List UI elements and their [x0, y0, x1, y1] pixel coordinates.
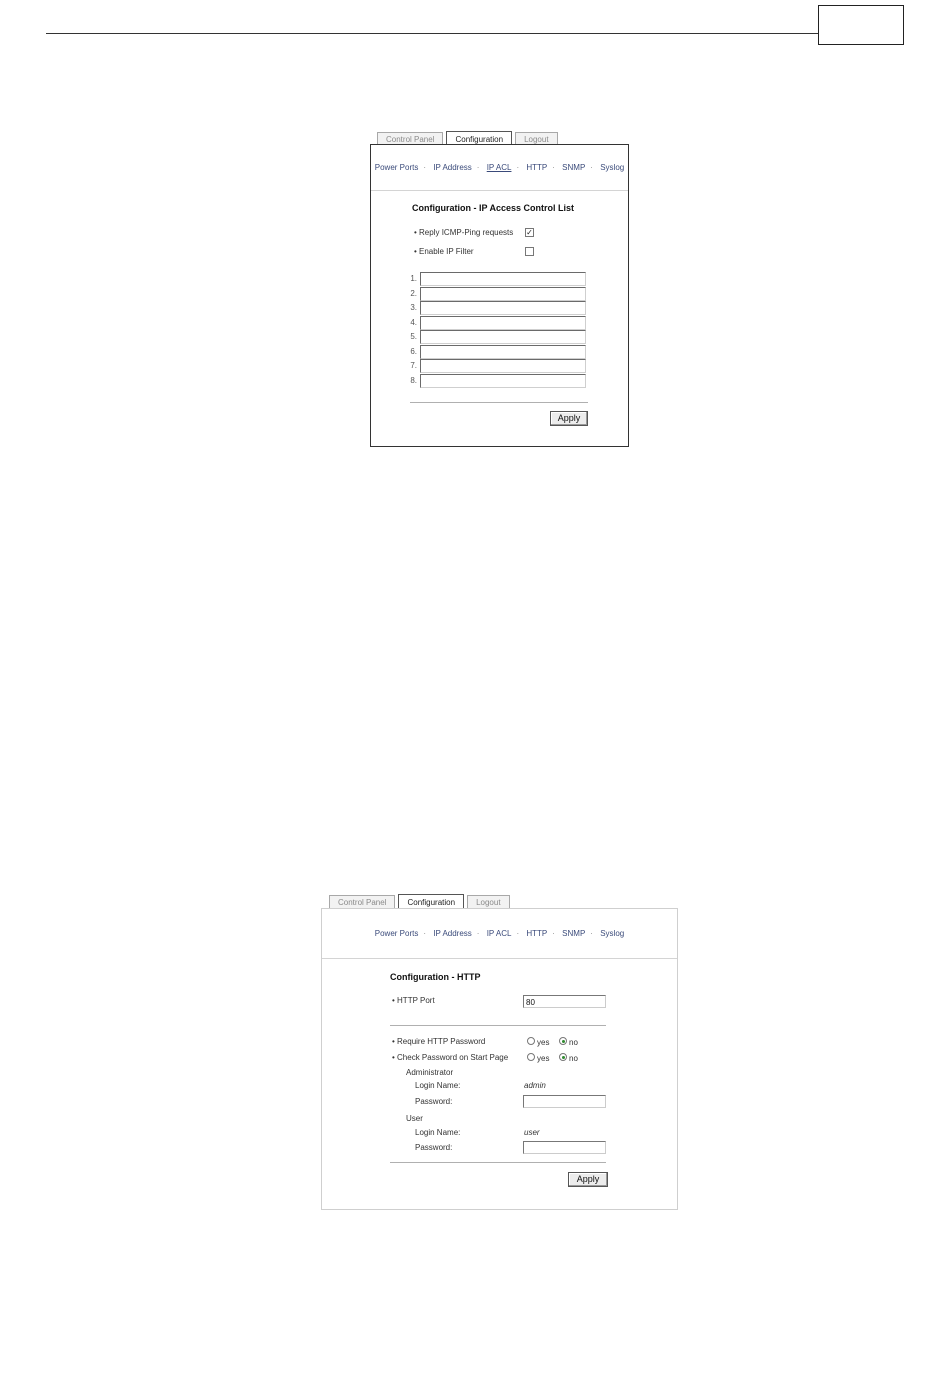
form-divider: [390, 1025, 606, 1026]
require-password-label: • Require HTTP Password: [392, 1037, 486, 1046]
acl-row-num: 6.: [410, 347, 417, 356]
nav-snmp[interactable]: SNMP: [562, 163, 586, 172]
enable-ip-filter-label: • Enable IP Filter: [414, 247, 474, 256]
check-password-no-label: no: [569, 1054, 578, 1063]
acl-ip-input-2[interactable]: [420, 287, 586, 301]
user-login-name-label: Login Name:: [415, 1128, 461, 1137]
require-password-yes-label: yes: [537, 1038, 550, 1047]
nav-http[interactable]: HTTP: [526, 163, 548, 172]
require-password-yes-radio[interactable]: [527, 1037, 535, 1045]
acl-row-num: 2.: [410, 289, 417, 298]
check-password-label: • Check Password on Start Page: [392, 1053, 509, 1062]
apply-button[interactable]: Apply: [568, 1172, 608, 1187]
acl-row-num: 3.: [410, 303, 417, 312]
acl-ip-input-6[interactable]: [420, 345, 586, 359]
acl-row-num: 7.: [410, 361, 417, 370]
admin-login-name-label: Login Name:: [415, 1081, 461, 1090]
acl-ip-input-5[interactable]: [420, 330, 586, 344]
page-header-rule: [46, 33, 818, 34]
require-password-no-label: no: [569, 1038, 578, 1047]
nav-syslog[interactable]: Syslog: [600, 929, 625, 938]
page-number-box: [818, 5, 904, 45]
nav-divider: [371, 190, 628, 191]
tab-configuration[interactable]: Configuration: [398, 894, 464, 911]
tab-control-panel[interactable]: Control Panel: [377, 132, 443, 147]
nav-power-ports[interactable]: Power Ports: [374, 929, 419, 938]
user-login-name-value: user: [524, 1128, 540, 1137]
page-title: Configuration - IP Access Control List: [412, 203, 575, 213]
http-panel: [321, 908, 678, 1210]
nav-power-ports[interactable]: Power Ports: [374, 163, 419, 172]
acl-ip-input-8[interactable]: [420, 374, 586, 388]
acl-row-num: 4.: [410, 318, 417, 327]
acl-panel: [370, 144, 629, 447]
user-password-label: Password:: [415, 1143, 453, 1152]
admin-login-name-value: admin: [524, 1081, 546, 1090]
acl-ip-input-4[interactable]: [420, 316, 586, 330]
check-password-no-radio[interactable]: [559, 1053, 567, 1061]
config-nav: Power Ports · IP Address · IP ACL · HTTP · SNMP · Syslog: [374, 929, 625, 938]
user-password-input[interactable]: [523, 1141, 606, 1154]
nav-divider: [322, 958, 677, 959]
tab-configuration[interactable]: Configuration: [446, 131, 512, 148]
nav-http[interactable]: HTTP: [526, 929, 548, 938]
acl-row-num: 5.: [410, 332, 417, 341]
nav-syslog[interactable]: Syslog: [600, 163, 625, 172]
admin-password-input[interactable]: [523, 1095, 606, 1108]
config-nav: Power Ports · IP Address · IP ACL · HTTP · SNMP · Syslog: [374, 163, 625, 172]
acl-ip-input-7[interactable]: [420, 359, 586, 373]
tab-logout[interactable]: Logout: [515, 132, 557, 147]
apply-button[interactable]: Apply: [550, 411, 588, 426]
form-divider: [390, 1162, 606, 1163]
reply-ping-checkbox[interactable]: ✓: [526, 228, 533, 237]
page-title: Configuration - HTTP: [390, 972, 481, 982]
require-password-no-radio[interactable]: [559, 1037, 567, 1045]
acl-row-num: 8.: [410, 376, 417, 385]
nav-snmp[interactable]: SNMP: [562, 929, 586, 938]
enable-ip-filter-checkbox[interactable]: [525, 247, 534, 256]
check-password-yes-radio[interactable]: [527, 1053, 535, 1061]
nav-ip-acl[interactable]: IP ACL: [486, 929, 512, 938]
administrator-heading: Administrator: [406, 1068, 454, 1077]
acl-row-num: 1.: [410, 274, 417, 283]
user-heading: User: [406, 1114, 423, 1123]
http-port-input[interactable]: 80: [523, 995, 606, 1008]
http-port-label: • HTTP Port: [392, 996, 435, 1005]
admin-password-label: Password:: [415, 1097, 453, 1106]
acl-ip-input-1[interactable]: [420, 272, 586, 286]
nav-ip-address[interactable]: IP Address: [433, 163, 472, 172]
form-divider: [410, 402, 588, 403]
tab-control-panel[interactable]: Control Panel: [329, 895, 395, 910]
reply-ping-label: • Reply ICMP-Ping requests: [414, 228, 514, 237]
nav-ip-acl[interactable]: IP ACL: [486, 163, 512, 172]
nav-ip-address[interactable]: IP Address: [433, 929, 472, 938]
check-password-yes-label: yes: [537, 1054, 550, 1063]
acl-ip-input-3[interactable]: [420, 301, 586, 315]
tab-logout[interactable]: Logout: [467, 895, 509, 910]
